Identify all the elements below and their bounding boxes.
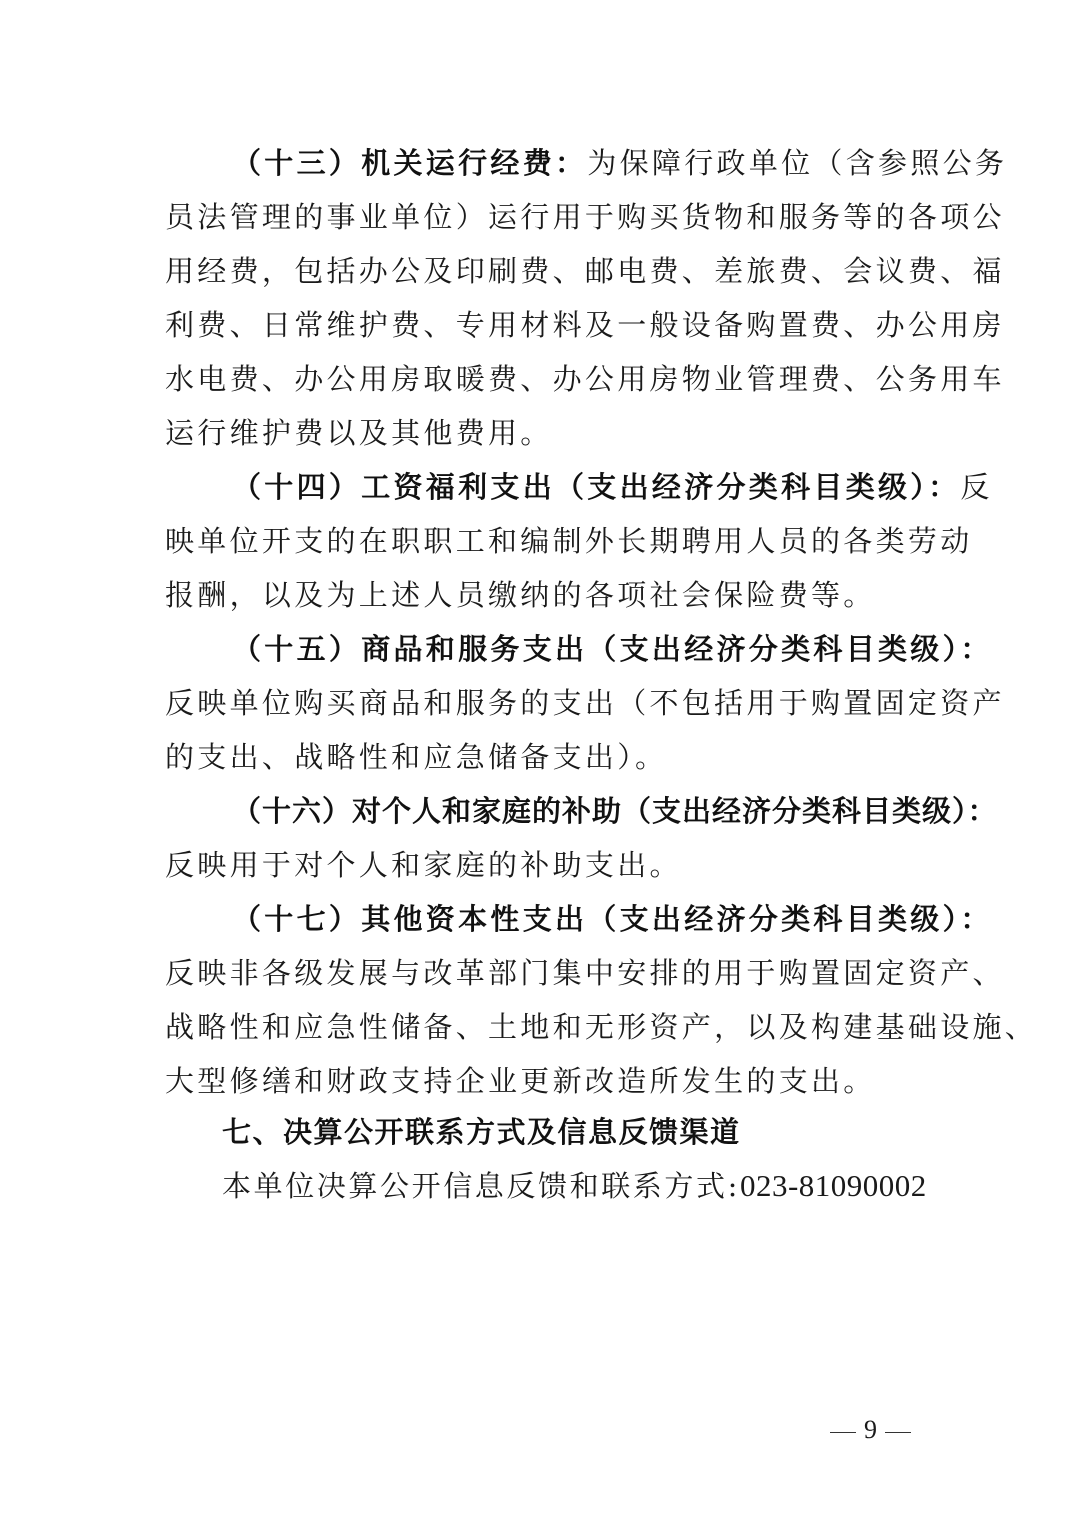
section-17-line-2: 反映非各级发展与改革部门集中安排的用于购置固定资产、 [165, 956, 1005, 990]
section-16-line-2: 反映用于对个人和家庭的补助支出。 [165, 848, 682, 882]
section-16-line-1 [232, 791, 998, 831]
page-number [822, 1410, 919, 1450]
section-13-line-3: 用经费，包括办公及印刷费、邮电费、差旅费、会议费、福 [165, 254, 1005, 288]
section-heading-contact: 七、决算公开联系方式及信息反馈渠道 [222, 1115, 741, 1149]
section-14-text: 反 [960, 470, 993, 504]
section-17-line-4: 大型修缮和财政支持企业更新改造所发生的支出。 [165, 1064, 876, 1098]
section-13-line-5: 水电费、办公用房取暖费、办公用房物业管理费、公务用车 [165, 362, 1005, 396]
section-15-title: （十五）商品和服务支出（支出经济分类科目类级）： [232, 632, 993, 666]
contact-phone: 023-81090002 [739, 1168, 927, 1203]
section-16-title: （十六）对个人和家庭的补助（支出经济分类科目类级）： [232, 794, 998, 828]
section-13-line-4: 利费、日常维护费、专用材料及一般设备购置费、办公用房 [165, 308, 1005, 342]
section-13-title: （十三）机关运行经费： [232, 146, 588, 180]
section-15-line-3: 的支出、战略性和应急储备支出）。 [165, 740, 668, 774]
section-17-title: （十七）其他资本性支出（支出经济分类科目类级）： [232, 902, 993, 936]
section-17-line-1 [232, 899, 992, 939]
contact-label: 本单位决算公开信息反馈和联系方式: [222, 1169, 740, 1203]
section-13-text: 为保障行政单位（含参照公务 [587, 146, 1008, 180]
section-17-line-3: 战略性和应急性储备、土地和无形资产，以及构建基础设施、 [165, 1010, 1038, 1044]
section-14-title: （十四）工资福利支出（支出经济分类科目类级）： [232, 470, 961, 504]
section-13-line-2: 员法管理的事业单位）运行用于购买货物和服务等的各项公 [165, 200, 1005, 234]
section-13-line-1 [232, 143, 1008, 183]
dash-right [885, 1432, 911, 1433]
dash-left [830, 1432, 856, 1433]
section-14-line-2: 映单位开支的在职职工和编制外长期聘用人员的各类劳动 [165, 524, 973, 558]
section-15-line-1 [232, 629, 992, 669]
section-13-line-6: 运行维护费以及其他费用。 [165, 416, 553, 450]
section-14-line-3: 报酬，以及为上述人员缴纳的各项社会保险费等。 [165, 578, 876, 612]
section-15-line-2: 反映单位购买商品和服务的支出（不包括用于购置固定资产 [165, 686, 1005, 720]
section-14-line-1 [232, 467, 992, 507]
page-number-value: 9 [864, 1415, 877, 1444]
contact-line [222, 1166, 927, 1206]
